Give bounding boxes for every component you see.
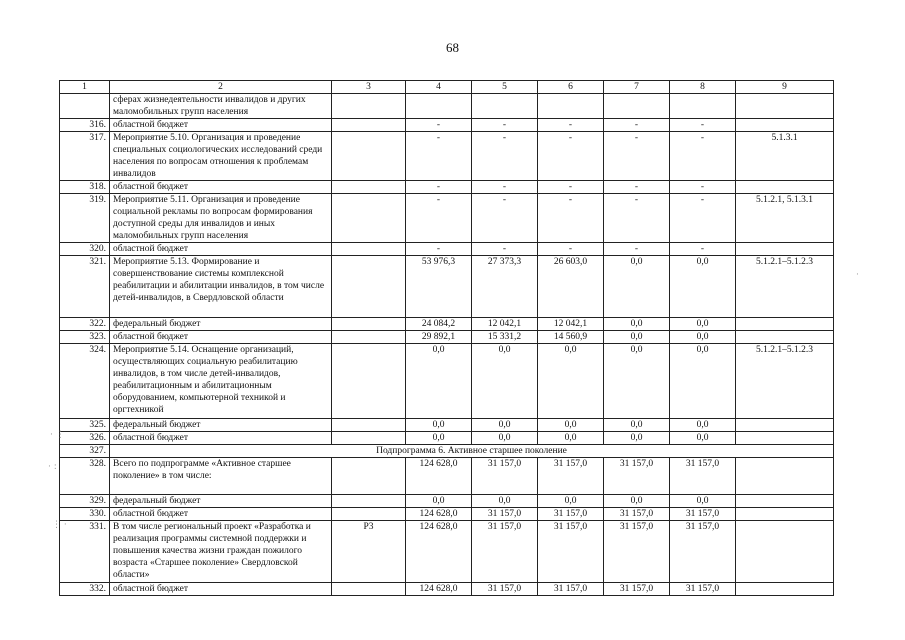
- section-title: Подпрограмма 6. Активное старшее поколение: [110, 445, 834, 458]
- table-body: [60, 81, 834, 596]
- row-number: 331.: [60, 521, 110, 583]
- year-1-cell: 31 157,0: [472, 508, 538, 521]
- total-cell: 53 976,3: [406, 256, 472, 318]
- item-name: областной бюджет: [110, 432, 332, 445]
- target-indicator-cell: [736, 419, 834, 432]
- item-name: Всего по подпрограмме «Активное старшее поколение» в том числе:: [110, 458, 332, 495]
- year-2-cell: 0,0: [538, 419, 604, 432]
- target-indicator-cell: [736, 508, 834, 521]
- column-header-8: 8: [670, 81, 736, 94]
- year-4-cell: 31 157,0: [670, 583, 736, 596]
- row-number: 329.: [60, 495, 110, 508]
- total-cell: [406, 94, 472, 119]
- year-2-cell: 0,0: [538, 495, 604, 508]
- target-indicator-cell: 5.1.2.1–5.1.2.3: [736, 344, 834, 419]
- item-name: областной бюджет: [110, 119, 332, 132]
- year-3-cell: 0,0: [604, 331, 670, 344]
- total-cell: -: [406, 119, 472, 132]
- total-cell: 124 628,0: [406, 458, 472, 495]
- year-2-cell: 31 157,0: [538, 583, 604, 596]
- header-row: [60, 81, 834, 94]
- year-4-cell: 31 157,0: [670, 521, 736, 583]
- item-name: областной бюджет: [110, 583, 332, 596]
- row-number: 332.: [60, 583, 110, 596]
- year-2-cell: 26 603,0: [538, 256, 604, 318]
- total-cell: -: [406, 194, 472, 243]
- year-3-cell: 0,0: [604, 432, 670, 445]
- item-name: Мероприятие 5.10. Организация и проведение специальных социологических исследований среди населения по вопросам отношения к проблемам инвалидов: [110, 132, 332, 181]
- total-cell: 29 892,1: [406, 331, 472, 344]
- total-cell: 0,0: [406, 432, 472, 445]
- row-number: 322.: [60, 318, 110, 331]
- scan-artifact: ·: [856, 270, 859, 280]
- item-name: Мероприятие 5.14. Оснащение организаций, осуществляющих социальную реабилитацию инвалидов, в том числе детей-инвалидов, реабилитационным и абилитационным оборудованием, компьютерной техникой и оргтехникой: [110, 344, 332, 419]
- year-3-cell: -: [604, 132, 670, 181]
- table-row: [60, 508, 834, 521]
- target-indicator-cell: [736, 458, 834, 495]
- year-2-cell: -: [538, 132, 604, 181]
- row-number: 328.: [60, 458, 110, 495]
- year-3-cell: 31 157,0: [604, 583, 670, 596]
- row-number: 323.: [60, 331, 110, 344]
- item-name: областной бюджет: [110, 243, 332, 256]
- row-number: 321.: [60, 256, 110, 318]
- column-header-3: 3: [332, 81, 406, 94]
- target-indicator-cell: 5.1.2.1, 5.1.3.1: [736, 194, 834, 243]
- year-2-cell: [538, 94, 604, 119]
- year-4-cell: 31 157,0: [670, 458, 736, 495]
- column-header-7: 7: [604, 81, 670, 94]
- year-2-cell: 31 157,0: [538, 508, 604, 521]
- table-row: [60, 344, 834, 419]
- item-name: федеральный бюджет: [110, 419, 332, 432]
- code-cell: [332, 583, 406, 596]
- year-3-cell: 0,0: [604, 495, 670, 508]
- year-4-cell: 0,0: [670, 344, 736, 419]
- target-indicator-cell: [736, 119, 834, 132]
- target-indicator-cell: 5.1.3.1: [736, 132, 834, 181]
- year-3-cell: -: [604, 194, 670, 243]
- year-4-cell: -: [670, 132, 736, 181]
- year-1-cell: [472, 94, 538, 119]
- year-4-cell: 0,0: [670, 432, 736, 445]
- table-row: [60, 445, 834, 458]
- row-number: 324.: [60, 344, 110, 419]
- table-row: [60, 318, 834, 331]
- year-3-cell: -: [604, 181, 670, 194]
- target-indicator-cell: [736, 181, 834, 194]
- code-cell: [332, 119, 406, 132]
- table-row: [60, 495, 834, 508]
- total-cell: -: [406, 181, 472, 194]
- year-1-cell: 0,0: [472, 432, 538, 445]
- year-1-cell: 31 157,0: [472, 458, 538, 495]
- table-row: [60, 521, 834, 583]
- target-indicator-cell: [736, 94, 834, 119]
- year-2-cell: 14 560,9: [538, 331, 604, 344]
- column-header-6: 6: [538, 81, 604, 94]
- table-row: [60, 243, 834, 256]
- year-3-cell: 0,0: [604, 419, 670, 432]
- table-row: [60, 331, 834, 344]
- year-4-cell: 0,0: [670, 318, 736, 331]
- row-number: 325.: [60, 419, 110, 432]
- year-4-cell: -: [670, 181, 736, 194]
- item-name: Мероприятие 5.13. Формирование и совершенствование системы комплексной реабилитации и абилитации инвалидов, в том числе детей-инвалидов, в Свердловской области: [110, 256, 332, 318]
- year-1-cell: -: [472, 181, 538, 194]
- column-header-5: 5: [472, 81, 538, 94]
- year-4-cell: -: [670, 194, 736, 243]
- year-4-cell: 0,0: [670, 495, 736, 508]
- table-row: [60, 119, 834, 132]
- total-cell: 0,0: [406, 344, 472, 419]
- year-1-cell: 31 157,0: [472, 521, 538, 583]
- year-2-cell: 12 042,1: [538, 318, 604, 331]
- year-4-cell: 0,0: [670, 419, 736, 432]
- total-cell: -: [406, 132, 472, 181]
- year-1-cell: -: [472, 132, 538, 181]
- item-name: федеральный бюджет: [110, 495, 332, 508]
- row-number: 318.: [60, 181, 110, 194]
- year-1-cell: 27 373,3: [472, 256, 538, 318]
- target-indicator-cell: [736, 583, 834, 596]
- target-indicator-cell: [736, 243, 834, 256]
- item-name: областной бюджет: [110, 331, 332, 344]
- year-1-cell: 12 042,1: [472, 318, 538, 331]
- column-header-2: 2: [110, 81, 332, 94]
- code-cell: [332, 132, 406, 181]
- year-1-cell: -: [472, 194, 538, 243]
- page-number: 68: [446, 40, 459, 55]
- row-number: 330.: [60, 508, 110, 521]
- year-1-cell: -: [472, 243, 538, 256]
- code-cell: [332, 256, 406, 318]
- code-cell: [332, 194, 406, 243]
- row-number: 327.: [60, 445, 110, 458]
- year-1-cell: 31 157,0: [472, 583, 538, 596]
- table-row: [60, 432, 834, 445]
- scan-artifact: · ⋮: [50, 430, 65, 440]
- table-row: [60, 583, 834, 596]
- total-cell: -: [406, 243, 472, 256]
- year-1-cell: -: [472, 119, 538, 132]
- year-3-cell: 0,0: [604, 344, 670, 419]
- year-2-cell: -: [538, 194, 604, 243]
- row-number: 320.: [60, 243, 110, 256]
- total-cell: 124 628,0: [406, 583, 472, 596]
- code-cell: [332, 344, 406, 419]
- year-3-cell: 31 157,0: [604, 521, 670, 583]
- code-cell: [332, 243, 406, 256]
- table-row: [60, 194, 834, 243]
- total-cell: 0,0: [406, 495, 472, 508]
- row-number: [60, 94, 110, 119]
- target-indicator-cell: 5.1.2.1–5.1.2.3: [736, 256, 834, 318]
- year-3-cell: [604, 94, 670, 119]
- row-number: 316.: [60, 119, 110, 132]
- year-3-cell: 31 157,0: [604, 458, 670, 495]
- year-2-cell: 0,0: [538, 432, 604, 445]
- table-row: [60, 419, 834, 432]
- code-cell: [332, 432, 406, 445]
- year-3-cell: -: [604, 243, 670, 256]
- year-4-cell: 0,0: [670, 256, 736, 318]
- year-2-cell: 31 157,0: [538, 521, 604, 583]
- target-indicator-cell: [736, 318, 834, 331]
- year-2-cell: 31 157,0: [538, 458, 604, 495]
- scan-artifact: ⋮ ·: [52, 520, 67, 530]
- code-cell: [332, 458, 406, 495]
- year-1-cell: 0,0: [472, 419, 538, 432]
- code-cell: [332, 331, 406, 344]
- code-cell: [332, 419, 406, 432]
- code-cell: Р3: [332, 521, 406, 583]
- code-cell: [332, 94, 406, 119]
- total-cell: 124 628,0: [406, 521, 472, 583]
- year-4-cell: 31 157,0: [670, 508, 736, 521]
- target-indicator-cell: [736, 432, 834, 445]
- year-2-cell: -: [538, 243, 604, 256]
- code-cell: [332, 495, 406, 508]
- column-header-4: 4: [406, 81, 472, 94]
- year-4-cell: -: [670, 243, 736, 256]
- year-4-cell: [670, 94, 736, 119]
- row-number: 319.: [60, 194, 110, 243]
- item-name: федеральный бюджет: [110, 318, 332, 331]
- table-row: [60, 181, 834, 194]
- code-cell: [332, 318, 406, 331]
- year-1-cell: 0,0: [472, 344, 538, 419]
- table-row: [60, 132, 834, 181]
- item-name: сферах жизнедеятельности инвалидов и других маломобильных групп населения: [110, 94, 332, 119]
- year-2-cell: -: [538, 119, 604, 132]
- item-name: В том числе региональный проект «Разработка и реализация программы системной поддержки и повышения качества жизни граждан пожилого возраста «Старшее поколение» Свердловской области»: [110, 521, 332, 583]
- table-row: [60, 256, 834, 318]
- column-header-1: 1: [60, 81, 110, 94]
- year-1-cell: 0,0: [472, 495, 538, 508]
- item-name: областной бюджет: [110, 181, 332, 194]
- code-cell: [332, 508, 406, 521]
- year-2-cell: -: [538, 181, 604, 194]
- year-3-cell: 0,0: [604, 318, 670, 331]
- target-indicator-cell: [736, 331, 834, 344]
- row-number: 317.: [60, 132, 110, 181]
- year-3-cell: 31 157,0: [604, 508, 670, 521]
- column-header-9: 9: [736, 81, 834, 94]
- year-4-cell: -: [670, 119, 736, 132]
- target-indicator-cell: [736, 521, 834, 583]
- target-indicator-cell: [736, 495, 834, 508]
- scan-artifact: · :: [48, 462, 57, 472]
- year-1-cell: 15 331,2: [472, 331, 538, 344]
- year-3-cell: 0,0: [604, 256, 670, 318]
- year-2-cell: 0,0: [538, 344, 604, 419]
- row-number: 326.: [60, 432, 110, 445]
- year-3-cell: -: [604, 119, 670, 132]
- item-name: Мероприятие 5.11. Организация и проведение социальной рекламы по вопросам формирования доступной среды для инвалидов и иных маломобильных групп населения: [110, 194, 332, 243]
- table-row: [60, 458, 834, 495]
- item-name: областной бюджет: [110, 508, 332, 521]
- code-cell: [332, 181, 406, 194]
- year-4-cell: 0,0: [670, 331, 736, 344]
- total-cell: 124 628,0: [406, 508, 472, 521]
- total-cell: 24 084,2: [406, 318, 472, 331]
- table-row: [60, 94, 834, 119]
- total-cell: 0,0: [406, 419, 472, 432]
- program-table: [59, 80, 834, 596]
